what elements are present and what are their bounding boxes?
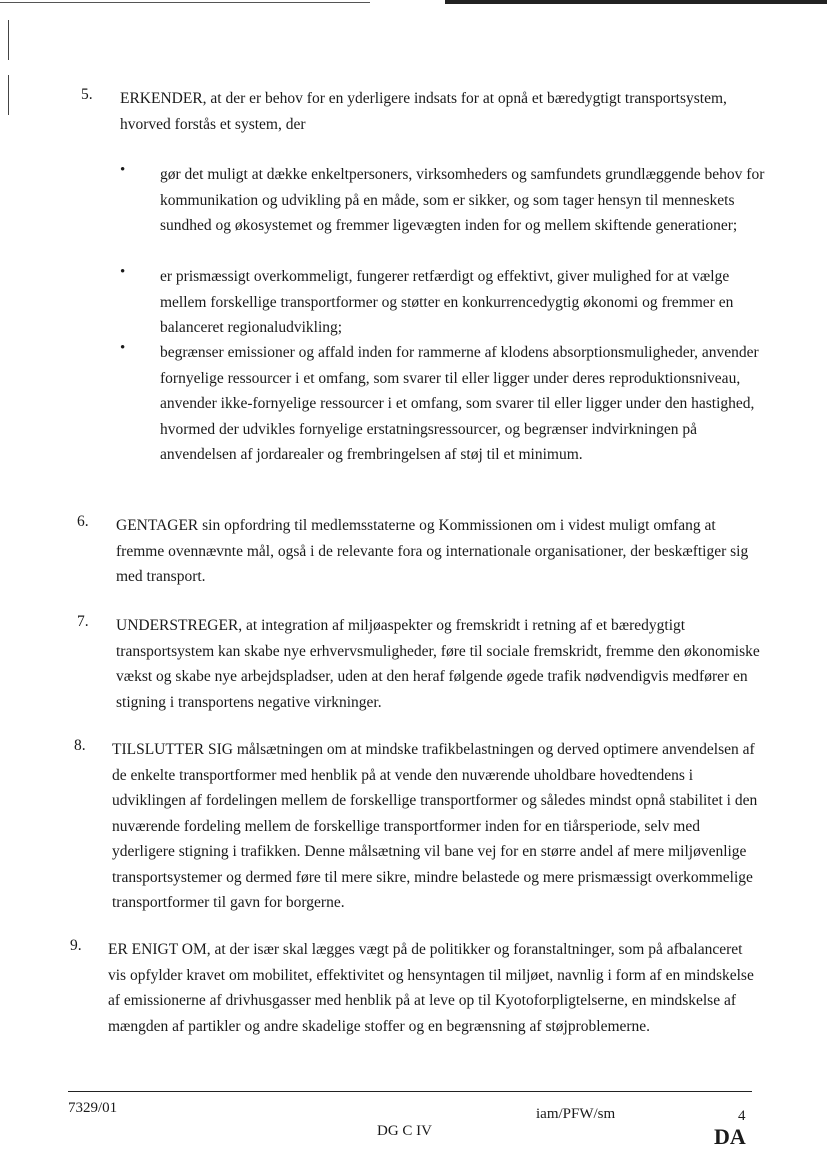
bullet-dot: • — [120, 340, 126, 356]
bullet-item: begrænser emissioner og affald inden for rammerne af klodens absorptionsmuligheder, anvender fornyelige ressourcer i et omfang, som svarer til eller ligger under deres reproduktionsniveau, anvender ikke-fornyelige ressourcer i et omfang, som svarer til eller ligger under den hastighed, hvormed der udvikles fornyelige erstatningsressourcer, og begrænser indvirkningen på anvendelsen af jordarealer og frembringelsen af støj til et minimum. — [160, 344, 759, 463]
bullet-item: er prismæssigt overkommeligt, fungerer retfærdigt og effektivt, giver mulighed for at vælge mellem forskellige transportformer og støtter en konkurrencedygtig økonomi og fremmer en balanceret regionaludvikling; — [160, 268, 734, 336]
bullet-item: gør det muligt at dække enkeltpersoners, virksomheders og samfundets grundlæggende behov for kommunikation og udvikling på en måde, som er sikker, og som tager hensyn til menneskets sundhed og økosystemet og fremmer ligevægten inden for og mellem skiftende generationer; — [160, 166, 765, 234]
paragraph-number: 5. — [81, 86, 93, 103]
footer-dg: DG C IV — [377, 1123, 432, 1139]
paragraph-text: TILSLUTTER SIG målsætningen om at mindske trafikbelastningen og derved optimere anvendelsen af de enkelte transportformer med henblik på at vende den nuværende uholdbare hovedtendens i udviklingen af fordelingen mellem de forskellige transportformer og således mindst opnå stabilitet i den nuværende fordeling mellem de forskellige transportformer inden for en tiårsperiode, selv med yderligere stigning i trafikken. Denne målsætning vil bane vej for en større andel af mere miljøvenlige transportsystemer og dermed føre til mere sikre, mindre belastede og mere prismæssigt overkommelige transportformer til gavn for borgerne. — [112, 741, 758, 911]
paragraph-text: UNDERSTREGER, at integration af miljøaspekter og fremskridt i retning af et bæredygtigt transportsystem kan skabe nye erhvervsmuligheder, føre til sociale fremskridt, fremme den økonomiske vækst og skabe nye arbejdspladser, uden at den heraf følgende øgede trafik nødvendigvis medfører en stigning i transportens negative virkninger. — [116, 617, 760, 711]
paragraph-text: ER ENIGT OM, at der især skal lægges vægt på de politikker og foranstaltninger, som på afbalanceret vis opfylder kravet om mobilitet, effektivitet og hensyntagen til miljøet, navnlig i form af en mindskelse af emissionerne af drivhusgasser med henblik på at leve op til Kyotoforpligtelserne, en mindskelse af mængden af partikler og andre skadelige stoffer og en begrænsning af støjproblemerne. — [108, 941, 754, 1035]
footer-doc-number: 7329/01 — [68, 1100, 118, 1116]
paragraph-number: 7. — [77, 613, 89, 630]
scan-margin-mark — [8, 20, 9, 60]
footer-rule — [68, 1091, 752, 1092]
paragraph-number: 6. — [77, 513, 89, 530]
paragraph-number: 9. — [70, 937, 82, 954]
bullet-dot: • — [120, 162, 126, 178]
bullet-dot: • — [120, 264, 126, 280]
paragraph-text: GENTAGER sin opfordring til medlemsstaterne og Kommissionen om i videst muligt omfang at fremme ovennævnte mål, også i de relevante fora og internationale organisationer, der beskæftiger sig med transport. — [116, 517, 749, 585]
paragraph-number: 8. — [74, 737, 86, 754]
scan-edge-bar — [445, 0, 827, 4]
scan-margin-mark — [8, 75, 9, 115]
paragraph-text: ERKENDER, at der er behov for en yderligere indsats for at opnå et bæredygtigt transportsystem, hvorved forstås et system, der — [120, 90, 727, 133]
footer-initials: iam/PFW/sm — [536, 1106, 616, 1122]
scan-edge-line — [0, 2, 370, 3]
footer-language: DA — [714, 1124, 746, 1149]
footer-page-number: 4 — [738, 1108, 746, 1124]
